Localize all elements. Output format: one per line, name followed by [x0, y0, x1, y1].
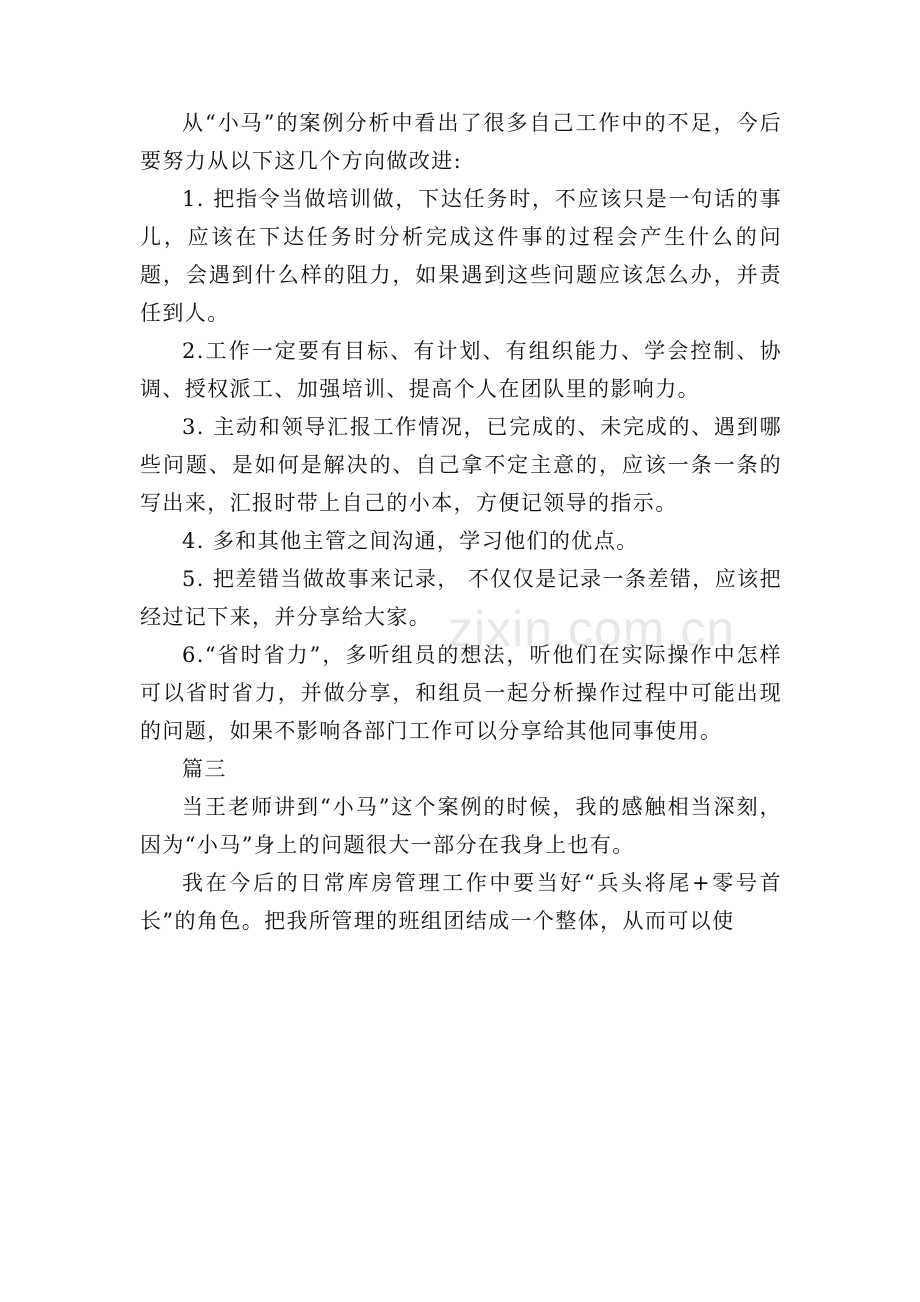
- paragraph-item-1: 1. 把指令当做培训做，下达任务时，不应该只是一句话的事儿，应该在下达任务时分析完成这件事的过程会产生什么的问题，会遇到什么样的阻力，如果遇到这些问题应该怎么办，并责任到人。: [140, 187, 782, 325]
- paragraph-item-4: 4. 多和其他主管之间沟通，学习他们的优点。: [182, 529, 639, 553]
- paragraph-plan: 我在今后的日常库房管理工作中要当好“兵头将尾+零号首长”的角色。把我所管理的班组团结成一个整体，从而可以使: [140, 871, 782, 933]
- paragraph-item-3: 3. 主动和领导汇报工作情况，已完成的、未完成的、遇到哪些问题、是如何是解决的、自己拿不定主意的，应该一条一条的写出来，汇报时带上自己的小本，方便记领导的指示。: [140, 415, 782, 515]
- watermark: zixin.com.cn: [448, 601, 736, 657]
- section-heading: 篇三: [182, 757, 227, 781]
- paragraph-reflection: 当王老师讲到“小马”这个案例的时候，我的感触相当深刻，因为“小马”身上的问题很大一部分在我身上也有。: [140, 795, 782, 857]
- paragraph-item-2: 2.工作一定要有目标、有计划、有组织能力、学会控制、协调、授权派工、加强培训、提高个人在团队里的影响力。: [140, 339, 782, 401]
- paragraph-item-5: 5. 把差错当做故事来记录， 不仅仅是记录一条差错，应该把经过记下来，并分享给大家。: [140, 567, 782, 629]
- paragraph-item-6: 6.“省时省力”，多听组员的想法，听他们在实际操作中怎样可以省时省力，并做分享，和组员一起分析操作过程中可能出现的问题，如果不影响各部门工作可以分享给其他同事使用。: [140, 643, 782, 743]
- document-body: [140, 104, 782, 940]
- paragraph-intro: 从“小马”的案例分析中看出了很多自己工作中的不足，今后要努力从以下这几个方向做改进:: [140, 111, 782, 173]
